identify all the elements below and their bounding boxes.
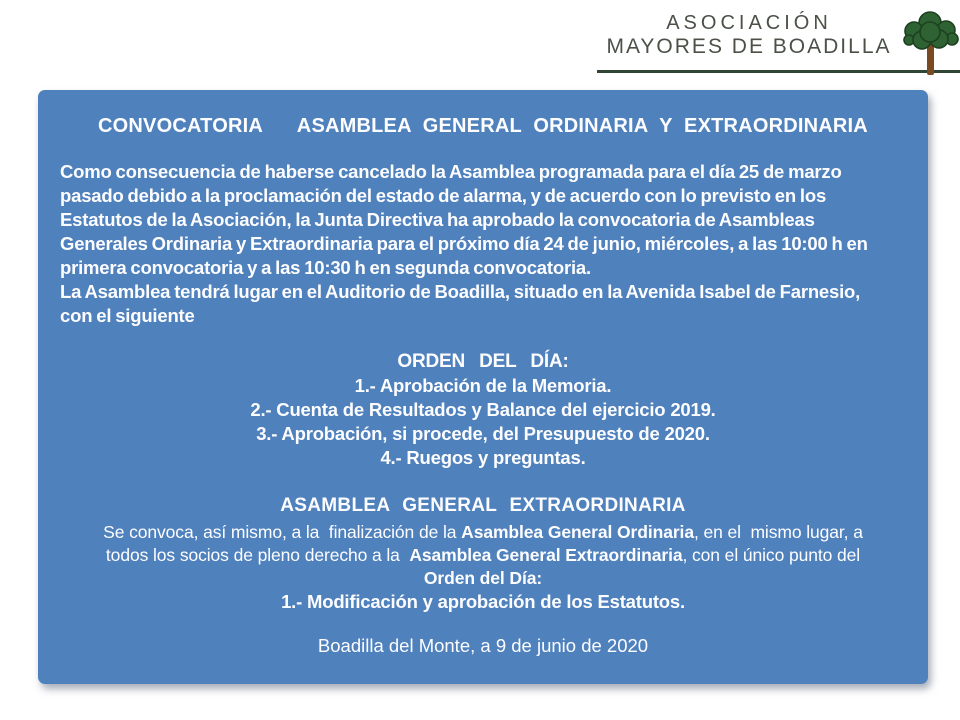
date-line: Boadilla del Monte, a 9 de junio de 2020 xyxy=(317,635,649,656)
intro-line: Como consecuencia de haberse cancelado la Asamblea programada para el día 25 de marzo xyxy=(60,161,842,182)
orden-item: 4.- Ruegos y preguntas. xyxy=(380,447,586,468)
extraordinaria-items xyxy=(54,590,912,613)
association-logo xyxy=(595,10,960,82)
orden-item: 3.- Aprobación, si procede, del Presupuesto de 2020. xyxy=(256,423,710,444)
intro-line: primera convocatoria y a las 10:30 h en segunda convocatoria. xyxy=(60,257,591,278)
rich-line: Se convoca, así mismo, a la finalización de la Asamblea General Ordinaria, en el mismo lugar, a xyxy=(103,522,863,542)
orden-del-dia-heading: ORDEN DEL DÍA: xyxy=(397,351,569,372)
association-name-line2: MAYORES DE BOADILLA xyxy=(606,35,892,58)
extraordinaria-heading: ASAMBLEA GENERAL EXTRAORDINARIA xyxy=(280,495,686,516)
orden-del-dia-section xyxy=(54,350,912,470)
intro-line: Estatutos de la Asociación, la Junta Directiva ha aprobado la convocatoria de Asambleas xyxy=(60,209,815,230)
rich-line: todos los socios de pleno derecho a la Asamblea General Extraordinaria, con el único punto del xyxy=(105,545,861,565)
tree-icon xyxy=(900,10,960,78)
orden-del-dia-items xyxy=(54,374,912,470)
notice-title: CONVOCATORIA ASAMBLEA GENERAL ORDINARIA Y EXTRAORDINARIA xyxy=(98,115,868,137)
intro-line: Generales Ordinaria y Extraordinaria para el próximo día 24 de junio, miércoles, a las 10:00 h en xyxy=(60,233,868,254)
extraordinaria-body xyxy=(54,521,912,590)
association-name-line1: ASOCIACIÓN xyxy=(666,12,832,34)
intro-line: La Asamblea tendrá lugar en el Auditorio de Boadilla, situado en la Avenida Isabel de Farnesio, xyxy=(60,281,861,302)
notice-panel xyxy=(38,90,928,684)
intro-paragraph xyxy=(60,160,912,328)
orden-item: 1.- Aprobación de la Memoria. xyxy=(354,375,612,396)
extraordinaria-section xyxy=(54,495,912,613)
intro-line: con el siguiente xyxy=(60,305,195,326)
rich-line: Orden del Día: xyxy=(423,568,543,588)
extraordinaria-item: 1.- Modificación y aprobación de los Estatutos. xyxy=(281,591,685,612)
intro-line: pasado debido a la proclamación del estado de alarma, y de acuerdo con lo previsto en los xyxy=(60,185,827,206)
orden-item: 2.- Cuenta de Resultados y Balance del ejercicio 2019. xyxy=(250,399,716,420)
association-name xyxy=(595,12,903,59)
